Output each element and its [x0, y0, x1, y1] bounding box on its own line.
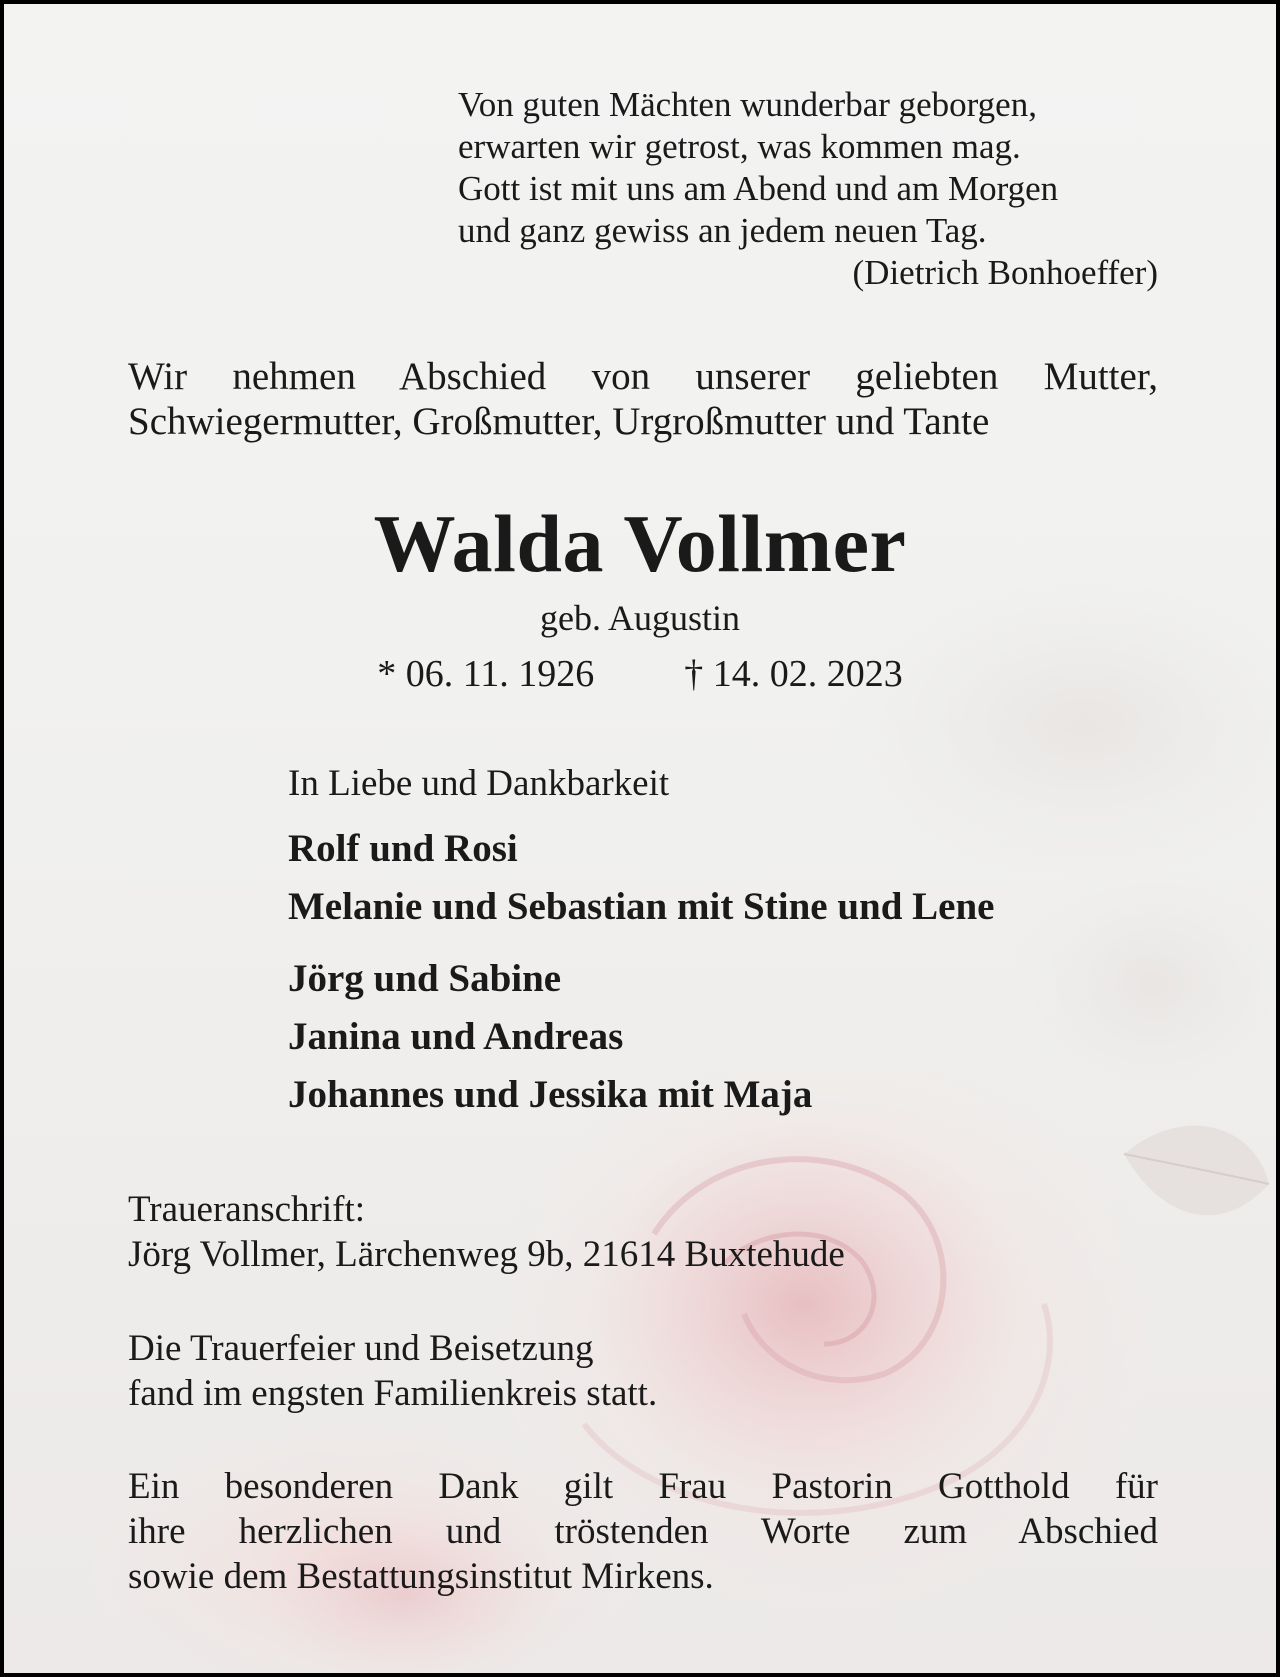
death-date: † 14. 02. 2023: [684, 653, 903, 695]
poem-line: und ganz gewiss an jedem neuen Tag.: [458, 211, 987, 250]
poem-author: (Dietrich Bonhoeffer): [852, 253, 1158, 292]
poem-line: Gott ist mit uns am Abend und am Morgen: [458, 169, 1059, 208]
ceremony-line: Die Trauerfeier und Beisetzung: [128, 1328, 594, 1369]
poem-line: erwarten wir getrost, was kommen mag.: [458, 127, 1021, 166]
birth-date: * 06. 11. 1926: [377, 653, 595, 695]
intro-line: Schwiegermutter, Großmutter, Urgroßmutter und Tante: [128, 400, 990, 443]
ceremony-note: [128, 1326, 1158, 1416]
intro-line: Wir nehmen Abschied von unserer geliebten Mutter,: [128, 355, 1158, 398]
life-dates: [4, 652, 1276, 696]
poem-block: [458, 84, 1162, 294]
deceased-name: Walda Vollmer: [373, 498, 907, 589]
thanks-line: sowie dem Bestattungsinstitut Mirkens.: [128, 1556, 714, 1597]
address-value: Jörg Vollmer, Lärchenweg 9b, 21614 Buxtehude: [128, 1234, 845, 1275]
poem-line: Von guten Mächten wunderbar geborgen,: [458, 85, 1037, 124]
address-label: Traueranschrift:: [128, 1189, 366, 1230]
mourners-block: [288, 762, 1188, 1124]
mourner-line: Jörg und Sabine: [288, 957, 562, 1000]
thanks-line: ihre herzlichen und tröstenden Worte zum Abschied: [128, 1511, 1158, 1552]
mourner-line: Rolf und Rosi: [288, 827, 518, 870]
condolence-address: [128, 1187, 1158, 1277]
mourner-line: Janina und Andreas: [288, 1015, 624, 1058]
ceremony-line: fand im engsten Familienkreis statt.: [128, 1373, 658, 1414]
birth-name: geb. Augustin: [539, 598, 740, 638]
thanks-note: [128, 1464, 1158, 1599]
mourner-line: Johannes und Jessika mit Maja: [288, 1073, 813, 1116]
mourners-intro: In Liebe und Dankbarkeit: [288, 763, 670, 804]
thanks-line: Ein besonderen Dank gilt Frau Pastorin Gotthold für: [128, 1466, 1158, 1507]
mourner-line: Melanie und Sebastian mit Stine und Lene: [288, 885, 995, 928]
farewell-intro: [128, 354, 1158, 444]
